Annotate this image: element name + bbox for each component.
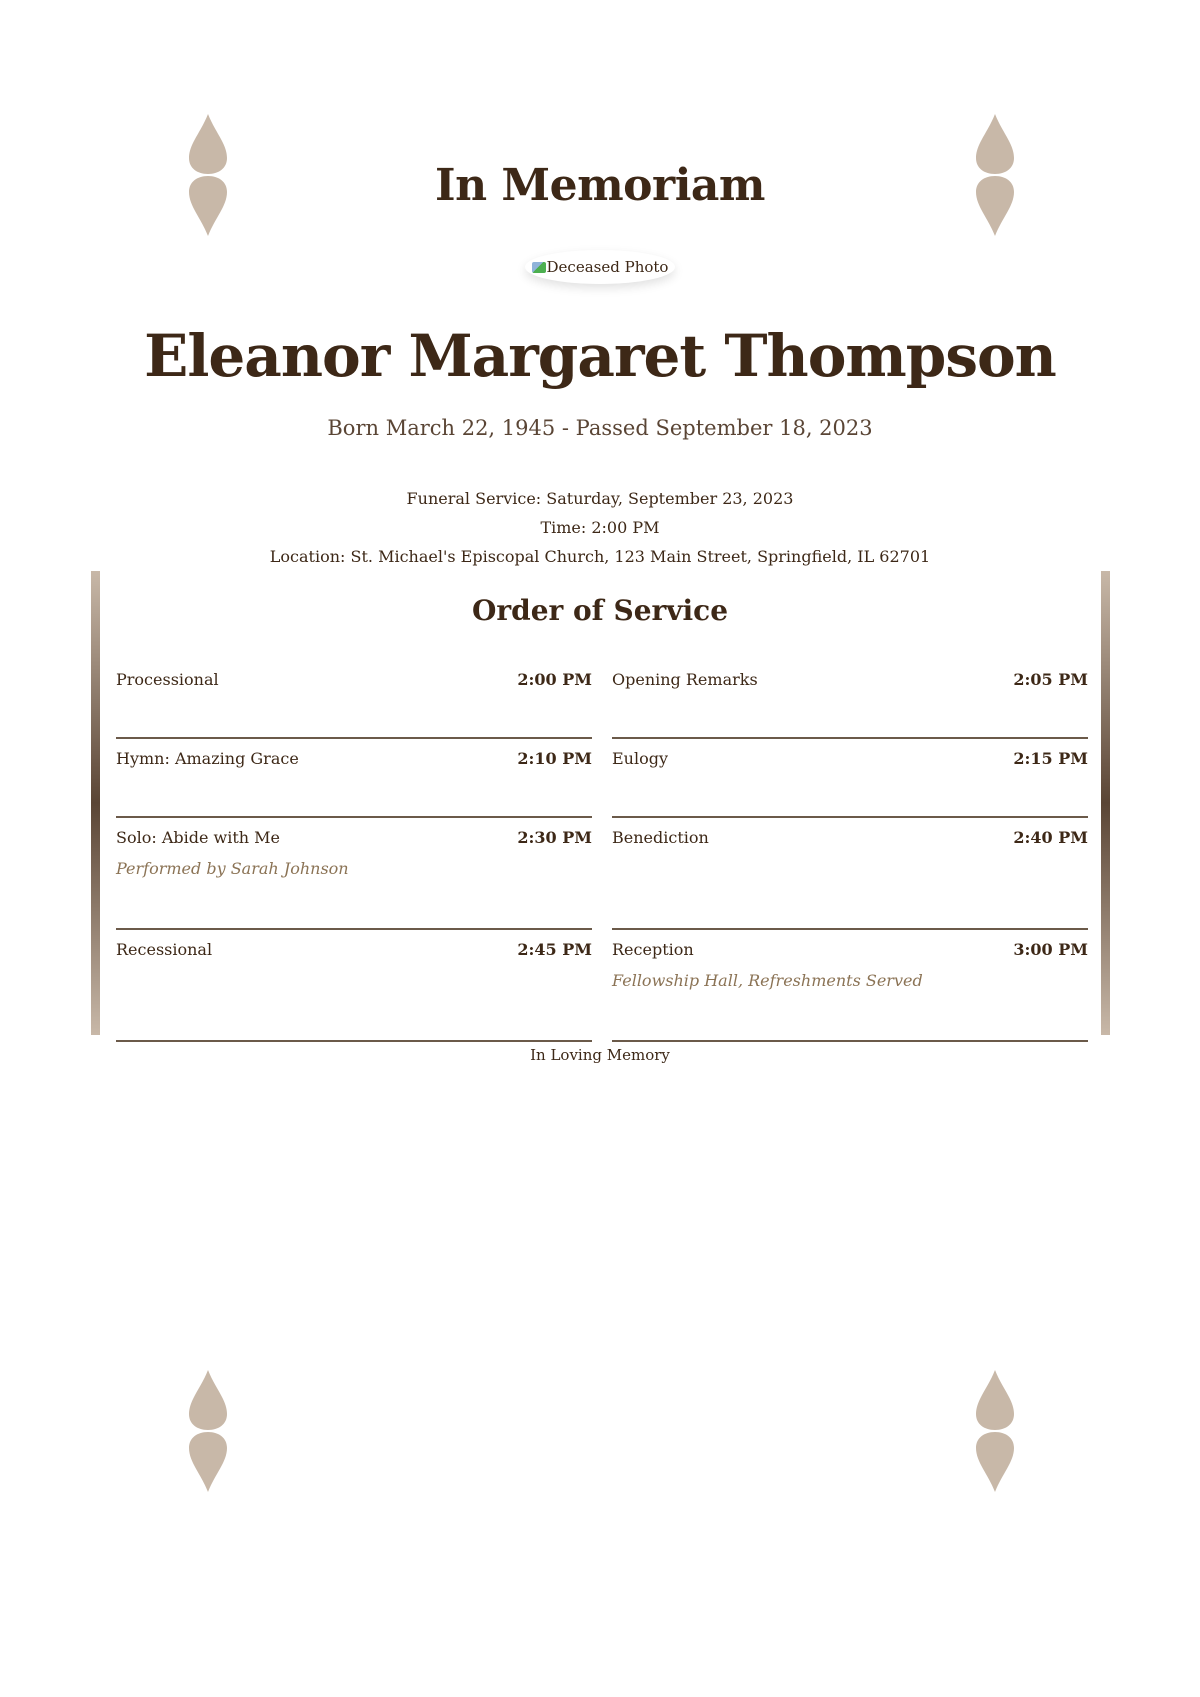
footer-text: In Loving Memory: [530, 1046, 670, 1064]
item-label: Recessional: [116, 940, 213, 959]
service-item: [612, 660, 1088, 739]
item-time: 2:45 PM: [517, 940, 592, 959]
item-label: Opening Remarks: [612, 670, 758, 689]
item-time: 2:40 PM: [1013, 828, 1088, 847]
deceased-name: Eleanor Margaret Thompson: [144, 322, 1056, 390]
service-item: [116, 930, 592, 1042]
item-time: 2:30 PM: [517, 828, 592, 847]
decorative-border-right: [1101, 571, 1110, 1035]
order-of-service-title: Order of Service: [471, 594, 729, 627]
item-time: 2:00 PM: [517, 670, 592, 689]
item-time: 2:10 PM: [517, 749, 592, 768]
leaf-ornament-icon: [189, 1370, 227, 1492]
service-item: [612, 818, 1088, 930]
item-time: 3:00 PM: [1013, 940, 1088, 959]
service-item: [116, 739, 592, 818]
item-label: Processional: [116, 670, 219, 689]
item-note: Fellowship Hall, Refreshments Served: [612, 971, 923, 990]
life-dates: Born March 22, 1945 - Passed September 18, 2023: [327, 416, 873, 440]
item-label: Hymn: Amazing Grace: [116, 749, 299, 768]
page-title: In Memoriam: [435, 160, 765, 211]
deceased-photo: [525, 250, 675, 284]
service-location: Location: St. Michael's Episcopal Church, 123 Main Street, Springfield, IL 62701: [269, 547, 931, 566]
service-item: [612, 739, 1088, 818]
service-time: Time: 2:00 PM: [540, 518, 660, 537]
service-item: [612, 930, 1088, 1042]
item-label: Reception: [612, 940, 694, 959]
decorative-border-left: [91, 571, 100, 1035]
service-info: [0, 484, 1200, 571]
order-of-service-list: [116, 660, 1088, 1042]
item-label: Eulogy: [612, 749, 669, 768]
item-time: 2:05 PM: [1013, 670, 1088, 689]
service-date: Funeral Service: Saturday, September 23, 2023: [406, 489, 794, 508]
photo-alt-text: Deceased Photo: [546, 258, 669, 276]
service-item: [116, 818, 592, 930]
item-time: 2:15 PM: [1013, 749, 1088, 768]
item-label: Solo: Abide with Me: [116, 828, 281, 847]
leaf-ornament-icon: [976, 1370, 1014, 1492]
broken-image-icon: [532, 262, 546, 273]
item-note: Performed by Sarah Johnson: [116, 859, 349, 878]
service-item: [116, 660, 592, 739]
item-label: Benediction: [612, 828, 709, 847]
